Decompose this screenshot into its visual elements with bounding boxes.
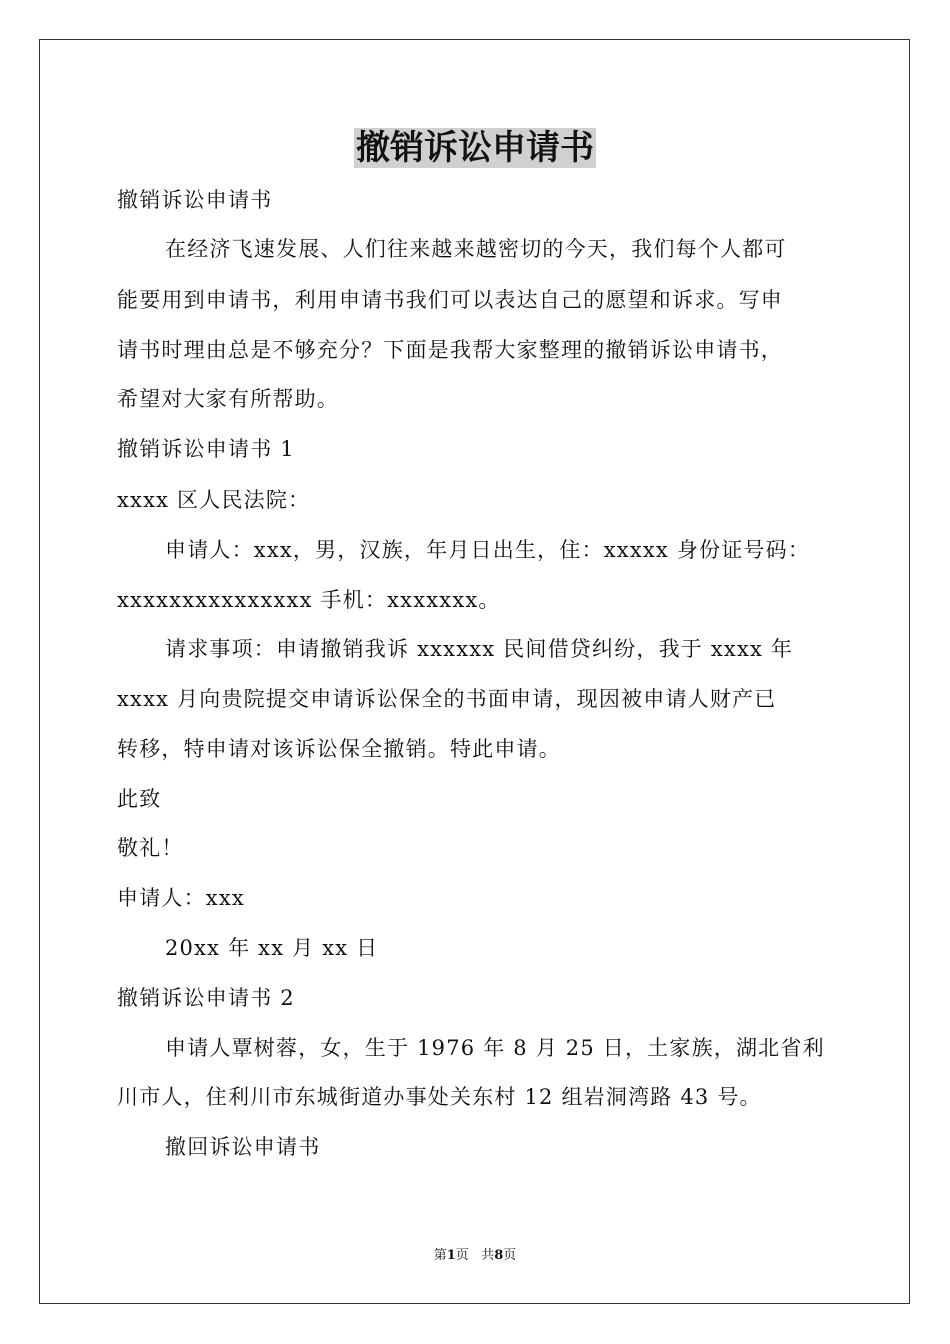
paragraph-line: 请书时理由总是不够充分？下面是我帮大家整理的撤销诉讼申请书， (117, 338, 783, 362)
document-title: 撤销诉讼申请书 (356, 128, 594, 168)
paragraph-line: xxxxxxxxxxxxxxx 手机：xxxxxxx。 (117, 588, 501, 612)
total-label-suffix: 页 (503, 1248, 517, 1263)
signature-line: 申请人：xxx (117, 886, 245, 910)
total-label-prefix: 共 (481, 1248, 495, 1263)
paragraph-line: 川市人，住利川市东城街道办事处关东村 12 组岩洞湾路 43 号。 (117, 1085, 762, 1109)
closing-line: 此致 (117, 787, 162, 811)
addressee-line: xxxx 区人民法院： (117, 488, 311, 512)
paragraph-line: 请求事项：申请撤销我诉 xxxxxx 民间借贷纠纷，我于 xxxx 年 (165, 637, 794, 661)
paragraph-line: 撤回诉讼申请书 (165, 1135, 321, 1159)
paragraph-line: 在经济飞速发展、人们往来越来越密切的今天，我们每个人都可 (165, 237, 787, 261)
section-heading: 撤销诉讼申请书 2 (117, 986, 295, 1010)
page-label-prefix: 第 (433, 1248, 447, 1263)
current-page-number: 1 (446, 1248, 456, 1263)
paragraph-line: 转移，特申请对该诉讼保全撤销。特此申请。 (117, 737, 561, 761)
page-border (39, 39, 910, 1304)
page-footer (0, 1247, 950, 1265)
page-label-suffix: 页 (455, 1248, 469, 1263)
total-pages-number: 8 (494, 1248, 504, 1263)
salutation-line: 敬礼！ (117, 836, 184, 860)
paragraph-line: 希望对大家有所帮助。 (117, 387, 339, 411)
paragraph-line: xxxx 月向贵院提交申请诉讼保全的书面申请，现因被申请人财产已 (117, 687, 777, 711)
section-heading: 撤销诉讼申请书 1 (117, 437, 295, 461)
subtitle-line: 撤销诉讼申请书 (117, 188, 273, 212)
date-line: 20xx 年 xx 月 xx 日 (165, 936, 379, 960)
paragraph-line: 申请人覃树蓉，女，生于 1976 年 8 月 25 日，土家族，湖北省利 (165, 1036, 825, 1060)
paragraph-line: 申请人：xxx，男，汉族，年月日出生，住：xxxxx 身份证号码： (165, 538, 811, 562)
paragraph-line: 能要用到申请书，利用申请书我们可以表达自己的愿望和诉求。写申 (117, 288, 783, 312)
